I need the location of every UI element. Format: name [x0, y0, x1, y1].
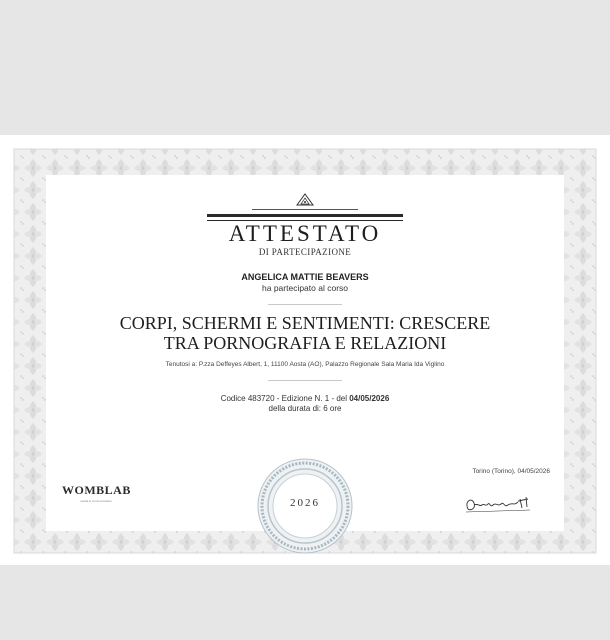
- womblab-logo: WOMBLAB: [62, 483, 131, 497]
- seal-year: 2026: [290, 497, 320, 509]
- course-code-text: Codice 483720 - Edizione N. 1 - del: [220, 394, 350, 403]
- logo-tagline: media & communication: [80, 499, 113, 503]
- course-duration: della durata di: 6 ore: [268, 404, 342, 413]
- certificate-subtitle: DI PARTECIPAZIONE: [258, 247, 352, 257]
- course-date: 04/05/2026: [349, 394, 390, 403]
- venue-text: Tenutosi a: P.zza Deffeyes Albert, 1, 11100 Aosta (AO), Palazzo Regionale Sala Maria Ida Viglino: [165, 361, 445, 368]
- place-date: Torino (Torino), 04/05/2026: [472, 468, 550, 475]
- course-title: [0, 313, 610, 353]
- course-title-line: CORPI, SCHERMI E SENTIMENTI: CRESCERE: [119, 313, 491, 333]
- top-margin: [0, 0, 610, 135]
- title-rule-thick: [207, 214, 403, 217]
- bottom-margin: [0, 565, 610, 640]
- certificate: [0, 135, 610, 565]
- signature-icon: [460, 493, 540, 515]
- course-title-line: TRA PORNOGRAFIA E RELAZIONI: [163, 333, 447, 353]
- course-code: [0, 394, 610, 403]
- participated-text: ha partecipato al corso: [262, 283, 348, 293]
- crest-icon: [295, 193, 315, 207]
- separator: [268, 304, 342, 305]
- title-rule-short: [252, 209, 358, 210]
- certificate-title: ATTESTATO: [228, 221, 382, 246]
- separator: [268, 380, 342, 381]
- participant-name: ANGELICA MATTIE BEAVERS: [241, 272, 369, 282]
